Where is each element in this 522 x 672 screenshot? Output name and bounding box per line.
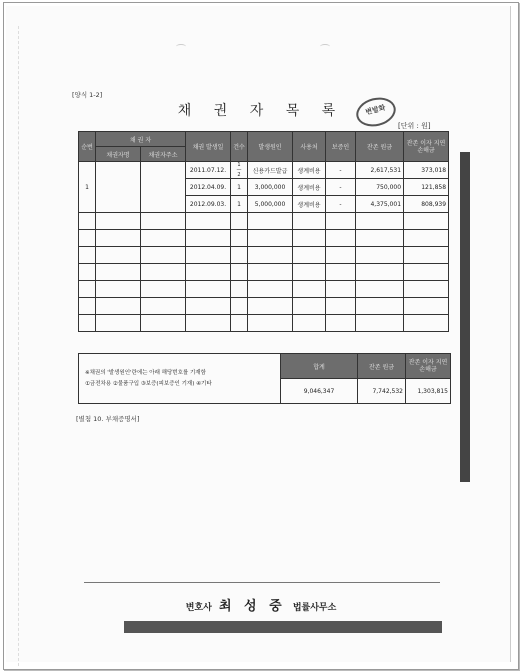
appendix-note: [별첨 10. 부채증명서] <box>76 415 140 423</box>
empty-row <box>79 230 449 247</box>
cause-cell: 5,000,000 <box>248 196 293 213</box>
header-creditor-addr: 채권자주소 <box>141 147 186 162</box>
law-office-footer <box>0 595 522 614</box>
interest-cell: 121,858 <box>404 179 449 196</box>
empty-row <box>79 213 449 230</box>
form-number: [양식 1-2] <box>72 91 103 99</box>
row-no: 1 <box>79 162 96 213</box>
interest-cell: 373,018 <box>404 162 449 179</box>
footer-suffix: 법률사무소 <box>292 603 337 613</box>
guarantor-cell: - <box>326 196 356 213</box>
total-label: 합계 <box>281 354 358 379</box>
count-numerator: 1 <box>237 161 241 168</box>
date-cell: 2011.07.12. <box>186 162 231 179</box>
cause-note <box>79 354 281 404</box>
guarantor-cell: - <box>326 162 356 179</box>
cause-note-line2: ①금전차용 ②물품구입 ③보증(피보증인 기재) ④기타 <box>85 380 212 387</box>
scan-edge-bar <box>460 152 470 482</box>
footer-rule <box>84 582 440 583</box>
cause-note-line1: ※채권의 '발생원인'란에는 아래 해당번호를 기재함 <box>85 369 206 376</box>
date-cell: 2012.09.03. <box>186 196 231 213</box>
header-interest: 잔존 이자 지연손해금 <box>404 132 449 162</box>
cause-cell: 3,000,000 <box>248 179 293 196</box>
creditor-table <box>78 131 449 332</box>
interest-total: 1,303,815 <box>406 379 451 404</box>
header-cause: 발생원인 <box>248 132 293 162</box>
seal-stamp: 변발화 <box>353 94 399 131</box>
purpose-cell: 생계비용 <box>293 162 326 179</box>
grand-total: 9,046,347 <box>281 379 358 404</box>
table-row <box>79 162 449 179</box>
creditor-name-cell <box>96 162 141 213</box>
purpose-cell: 생계비용 <box>293 196 326 213</box>
principal-cell: 2,617,531 <box>356 162 404 179</box>
summary-header-row <box>79 354 451 379</box>
header-no: 순번 <box>79 132 96 162</box>
header-principal: 잔존 원금 <box>356 132 404 162</box>
principal-cell: 4,375,001 <box>356 196 404 213</box>
summary-table <box>78 353 451 404</box>
count-cell: 1 — 2 <box>231 162 248 179</box>
punch-hole-right <box>320 44 330 49</box>
purpose-cell: 생계비용 <box>293 179 326 196</box>
empty-row <box>79 298 449 315</box>
document-title: 채 권 자 목 록 <box>177 103 345 119</box>
empty-row <box>79 281 449 298</box>
interest-cell: 808,939 <box>404 196 449 213</box>
creditor-addr-cell <box>141 162 186 213</box>
empty-row <box>79 247 449 264</box>
footer-bar <box>124 621 442 633</box>
count-denominator: 2 <box>237 171 241 178</box>
empty-row <box>79 264 449 281</box>
header-row-1 <box>79 132 449 147</box>
header-purpose: 사용처 <box>293 132 326 162</box>
cause-cell: 신용카드발급 <box>248 162 293 179</box>
header-count: 건수 <box>231 132 248 162</box>
count-cell: 1 <box>231 179 248 196</box>
unit-label: [단위 : 원] <box>398 122 431 130</box>
punch-hole-left <box>176 44 186 49</box>
header-guarantor: 보증인 <box>326 132 356 162</box>
header-date: 채권 발생일 <box>186 132 231 162</box>
scan-artifact <box>18 26 27 666</box>
footer-prefix: 변호사 <box>185 603 212 613</box>
principal-total: 7,742,532 <box>358 379 406 404</box>
header-creditor-name: 채권자명 <box>96 147 141 162</box>
empty-row <box>79 315 449 332</box>
count-cell: 1 <box>231 196 248 213</box>
principal-total-label: 잔존 원금 <box>358 354 406 379</box>
date-cell: 2012.04.09. <box>186 179 231 196</box>
interest-total-label: 잔존 이자 지연손해금 <box>406 354 451 379</box>
guarantor-cell: - <box>326 179 356 196</box>
header-creditor: 채 권 자 <box>96 132 186 147</box>
principal-cell: 750,000 <box>356 179 404 196</box>
footer-name: 최 성 중 <box>218 599 286 614</box>
